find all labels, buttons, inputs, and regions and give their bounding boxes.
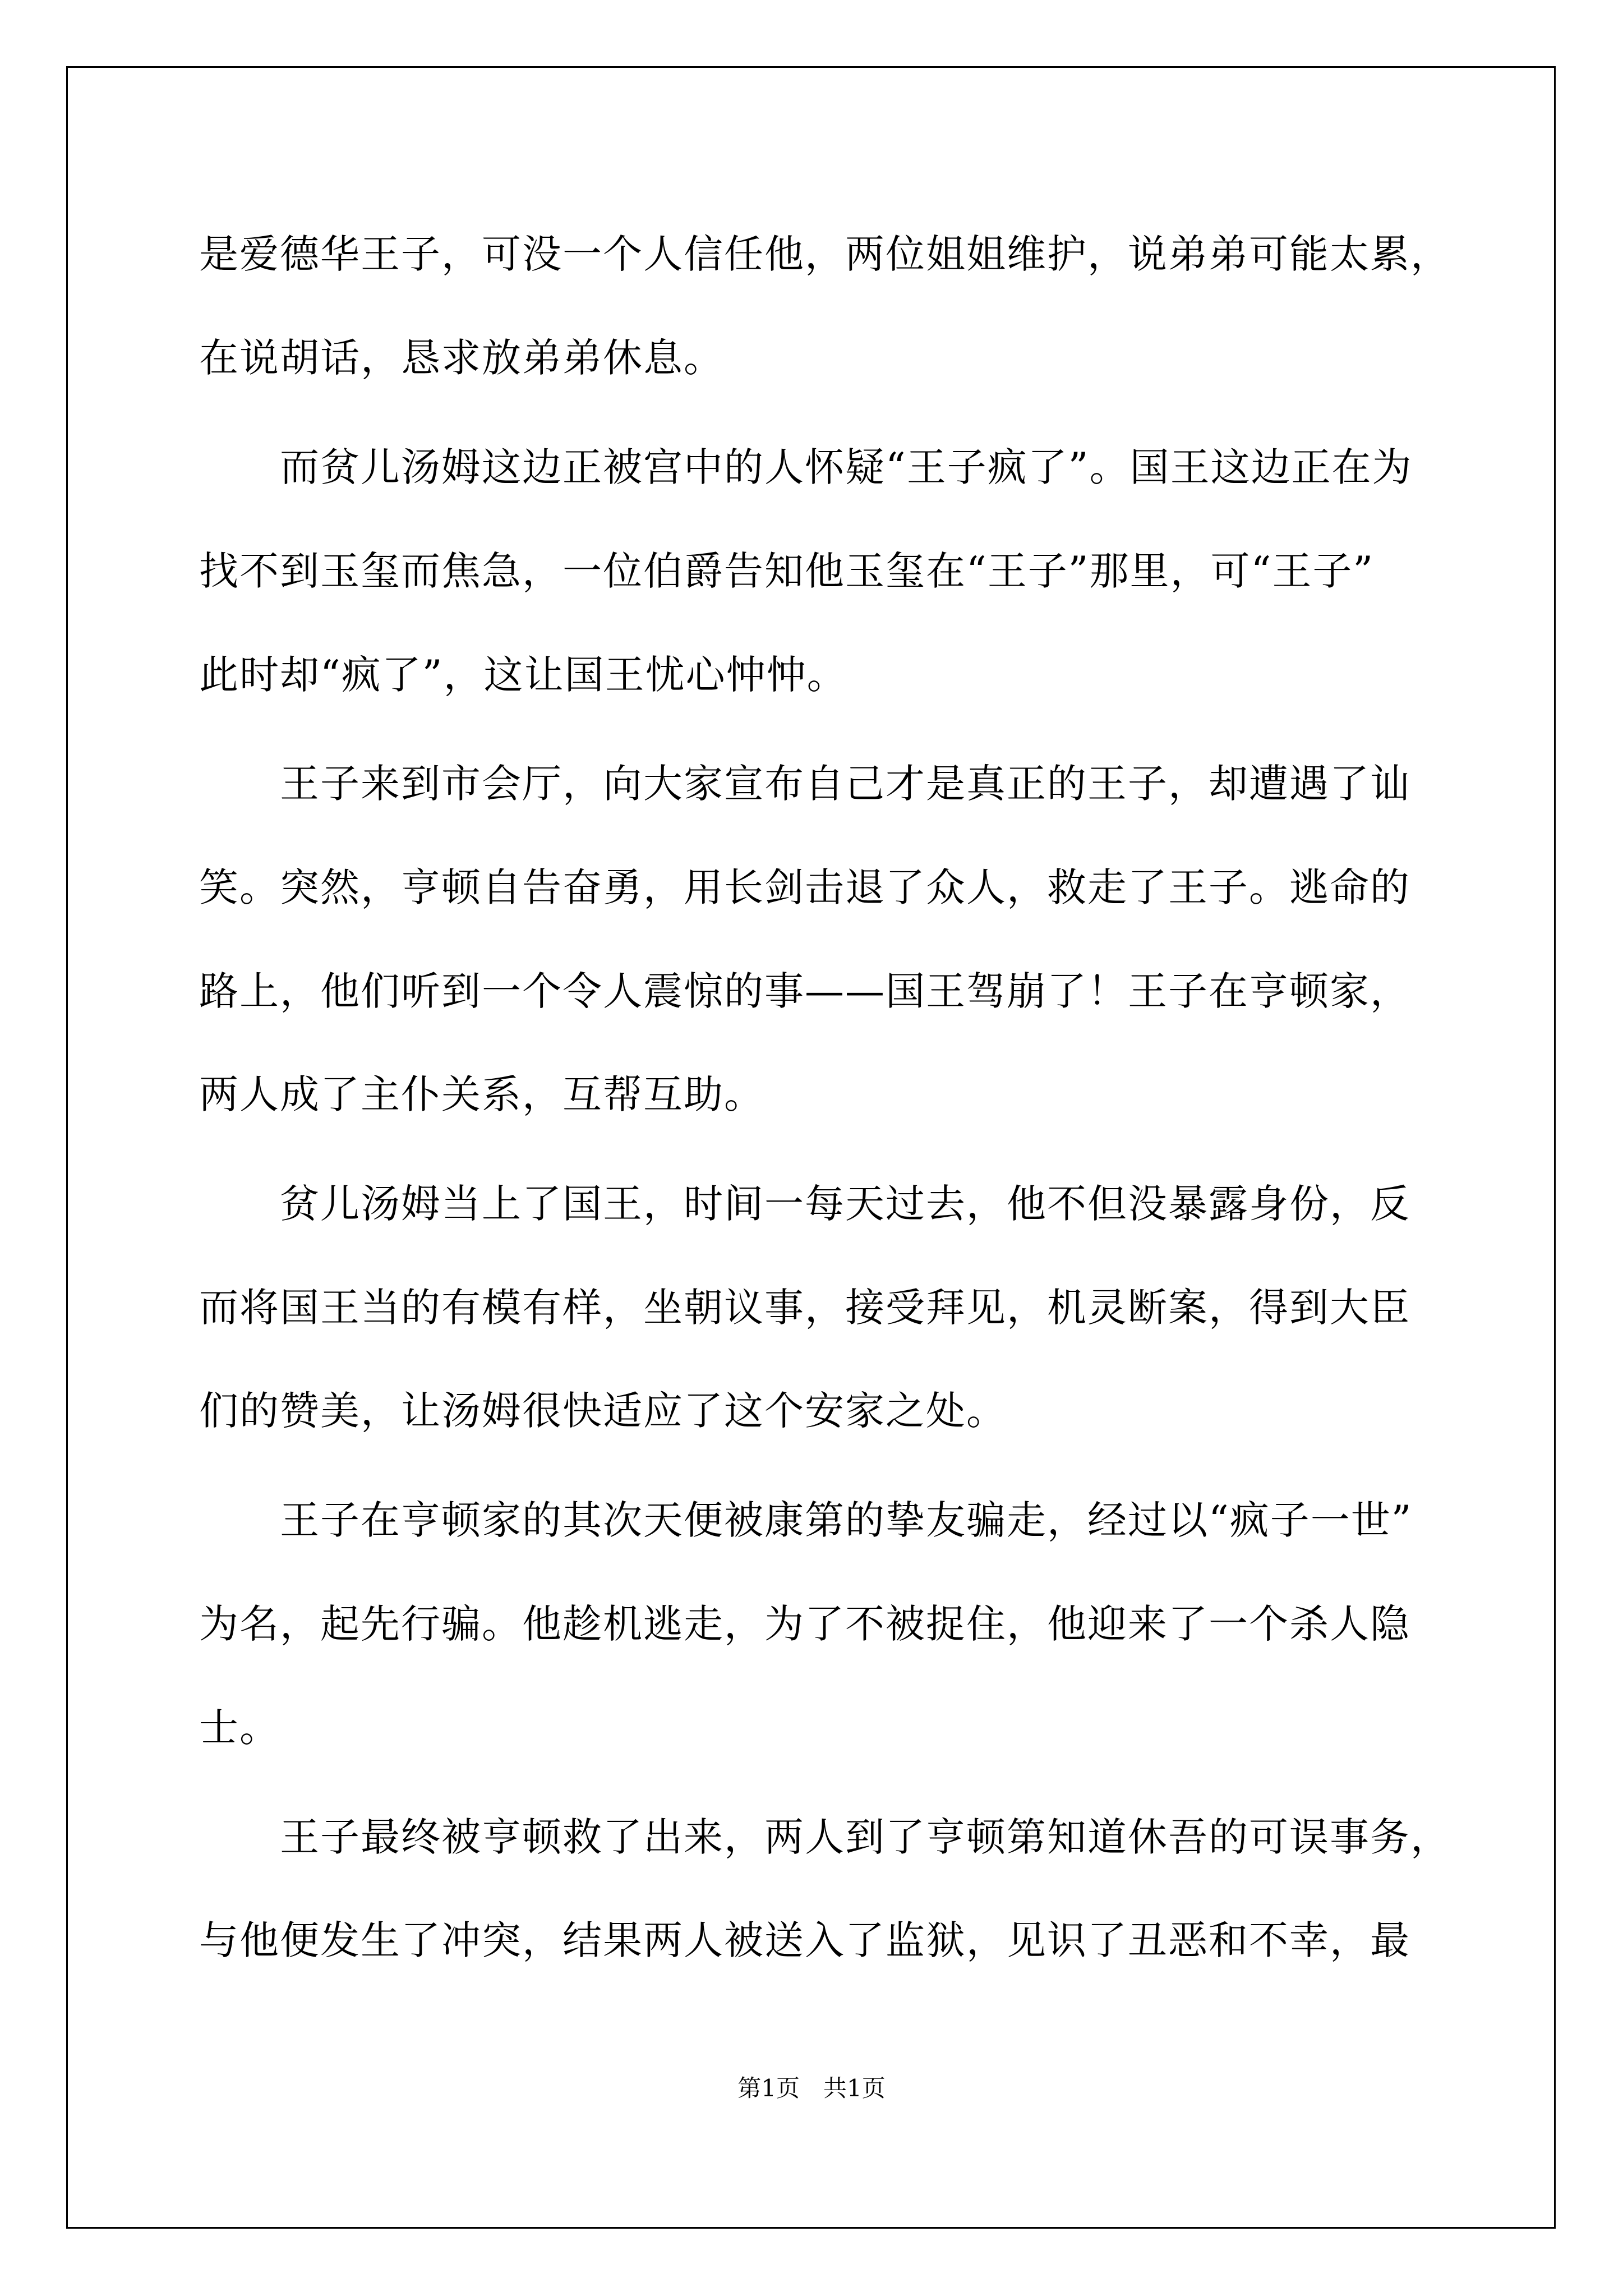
page-border: [66, 66, 1556, 2229]
text-line: 两人成了主仆关系，互帮互助。: [199, 1071, 764, 1117]
text-line: 贫儿汤姆当上了国王，时间一每天过去，他不但没暴露身份，反: [199, 1181, 1410, 1227]
text-line: 找不到玉玺而焦急，一位伯爵告知他玉玺在“王子”那里，可“王子”: [199, 548, 1375, 594]
text-line: 与他便发生了冲突，结果两人被送入了监狱，见识了丑恶和不幸，最: [199, 1917, 1410, 1963]
text-line: 而将国王当的有模有样，坐朝议事，接受拜见，机灵断案，得到大臣: [199, 1285, 1410, 1331]
text-line: 此时却“疯了”，这让国王忧心忡忡。: [199, 652, 847, 698]
text-line: 是爱德华王子，可没一个人信任他，两位姐姐维护，说弟弟可能太累，: [199, 231, 1451, 277]
text-line: 士。: [199, 1705, 280, 1751]
text-line: 在说胡话，恳求放弟弟休息。: [199, 335, 724, 381]
text-line: 为名，起先行骗。他趁机逃走，为了不被捉住，他迎来了一个杀人隐: [199, 1601, 1410, 1647]
page-number-footer: 第1页 共1页: [737, 2074, 886, 2102]
text-line: 路上，他们听到一个令人震惊的事——国王驾崩了！王子在亨顿家，: [199, 968, 1410, 1014]
text-line: 王子最终被亨顿救了出来，两人到了亨顿第知道休吾的可误事务，: [199, 1814, 1451, 1860]
text-line: 王子在亨顿家的其次天便被康第的挚友骗走，经过以“疯子一世”: [199, 1497, 1413, 1543]
text-line: 们的赞美，让汤姆很快适应了这个安家之处。: [199, 1388, 1007, 1434]
text-line: 笑。突然，亨顿自告奋勇，用长剑击退了众人，救走了王子。逃命的: [199, 864, 1410, 910]
text-line: 而贫儿汤姆这边正被宫中的人怀疑“王子疯了”。国王这边正在为: [199, 444, 1413, 490]
text-line: 王子来到市会厅，向大家宣布自己才是真正的王子，却遭遇了讪: [199, 761, 1410, 807]
